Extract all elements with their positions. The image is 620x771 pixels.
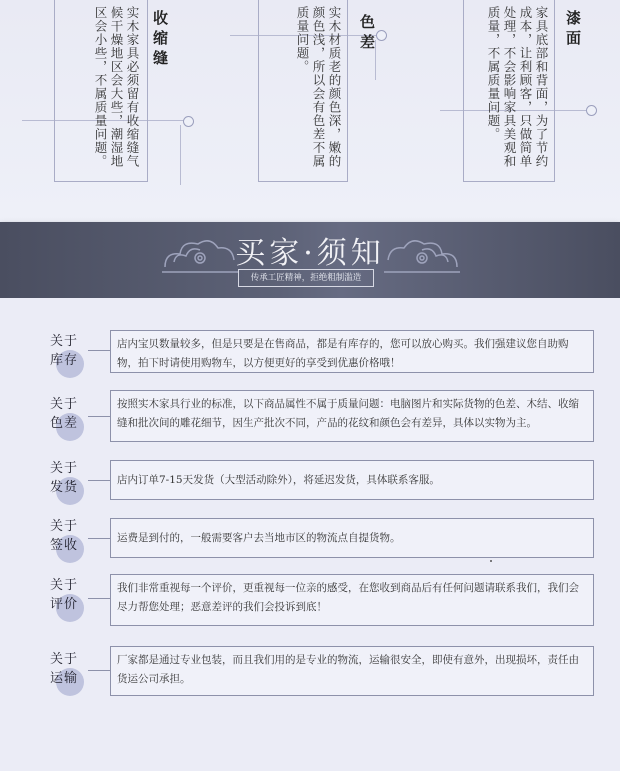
badge-label-line2: 评价 bbox=[50, 597, 79, 612]
notice-text-box: 我们非常重视每一个评价，更重视每一位亲的感受，在您收到商品后有任何问题请联系我们，我们会尽力帮您处理；恶意差评的我们会投诉到底！ bbox=[110, 574, 594, 626]
notice-text-box: 运费是到付的，一般需要客户去当地市区的物流点自提货物。 bbox=[110, 518, 594, 558]
note-column-color-diff bbox=[258, 0, 348, 182]
connector-line bbox=[88, 538, 110, 539]
banner-title: 买家·须知 bbox=[235, 236, 385, 271]
connector-line bbox=[88, 670, 110, 671]
note-column-shrinkage bbox=[54, 0, 148, 182]
badge-label-line2: 运输 bbox=[50, 671, 79, 686]
speck bbox=[490, 560, 492, 562]
note-title: 色差 bbox=[358, 14, 376, 54]
note-text: 实木家具必须留有收缩缝气候干燥地区会大些，潮湿地区会小些，不属质量问题。 bbox=[93, 6, 140, 168]
connector-line bbox=[88, 480, 110, 481]
badge-label-line2: 发货 bbox=[50, 480, 79, 495]
notice-text-box: 店内订单7-15天发货（大型活动除外），将延迟发货，具体联系客服。 bbox=[110, 460, 594, 500]
badge-label-line2: 库存 bbox=[50, 353, 79, 368]
badge-label-line2: 色差 bbox=[50, 416, 79, 431]
note-title: 收缩缝 bbox=[151, 10, 169, 70]
decor-dot bbox=[183, 116, 194, 127]
decor-line bbox=[180, 125, 181, 185]
note-title: 漆面 bbox=[564, 10, 582, 50]
banner-subtitle: 传承工匠精神，拒绝粗制滥造 bbox=[238, 269, 374, 287]
notice-text-box: 厂家都是通过专业包装，而且我们用的是专业的物流，运输很安全，即使有意外，出现损坏，责任由货运公司承担。 bbox=[110, 646, 594, 696]
notice-text-box: 店内宝贝数量较多，但是只要是在售商品，都是有库存的，您可以放心购买。我们强建议您自助购物，拍下时请使用购物车，以方便更好的享受到优惠价格哦！ bbox=[110, 330, 594, 373]
notice-text-box: 按照实木家具行业的标准，以下商品属性不属于质量问题：电脑图片和实际货物的色差、木结、收缩缝和批次间的雕花细节，因生产批次不同，产品的花纹和颜色会有差异，具体以实物为主。 bbox=[110, 390, 594, 442]
connector-line bbox=[88, 416, 110, 417]
badge-label-line1: 关于 bbox=[50, 334, 79, 349]
top-notes-section bbox=[0, 0, 620, 222]
connector-line bbox=[88, 350, 110, 351]
note-text: 实木材质老的颜色深，嫩的颜色浅，所以会有色差不属质量问题。 bbox=[295, 6, 342, 168]
decor-dot bbox=[586, 105, 597, 116]
connector-line bbox=[88, 598, 110, 599]
badge-label-line1: 关于 bbox=[50, 652, 79, 667]
badge-label-line1: 关于 bbox=[50, 397, 79, 412]
badge-label-line1: 关于 bbox=[50, 461, 79, 476]
note-column-paint bbox=[463, 0, 555, 182]
badge-label-line1: 关于 bbox=[50, 578, 79, 593]
note-text: 家具底部和背面，为了节约成本，让利顾客，只做简单处理，不会影响家具美观和质量，不属质量问题。 bbox=[486, 6, 549, 168]
badge-label-line2: 签收 bbox=[50, 538, 79, 553]
buyer-notice-banner bbox=[0, 222, 620, 298]
notice-list bbox=[0, 298, 620, 771]
badge-label-line1: 关于 bbox=[50, 519, 79, 534]
